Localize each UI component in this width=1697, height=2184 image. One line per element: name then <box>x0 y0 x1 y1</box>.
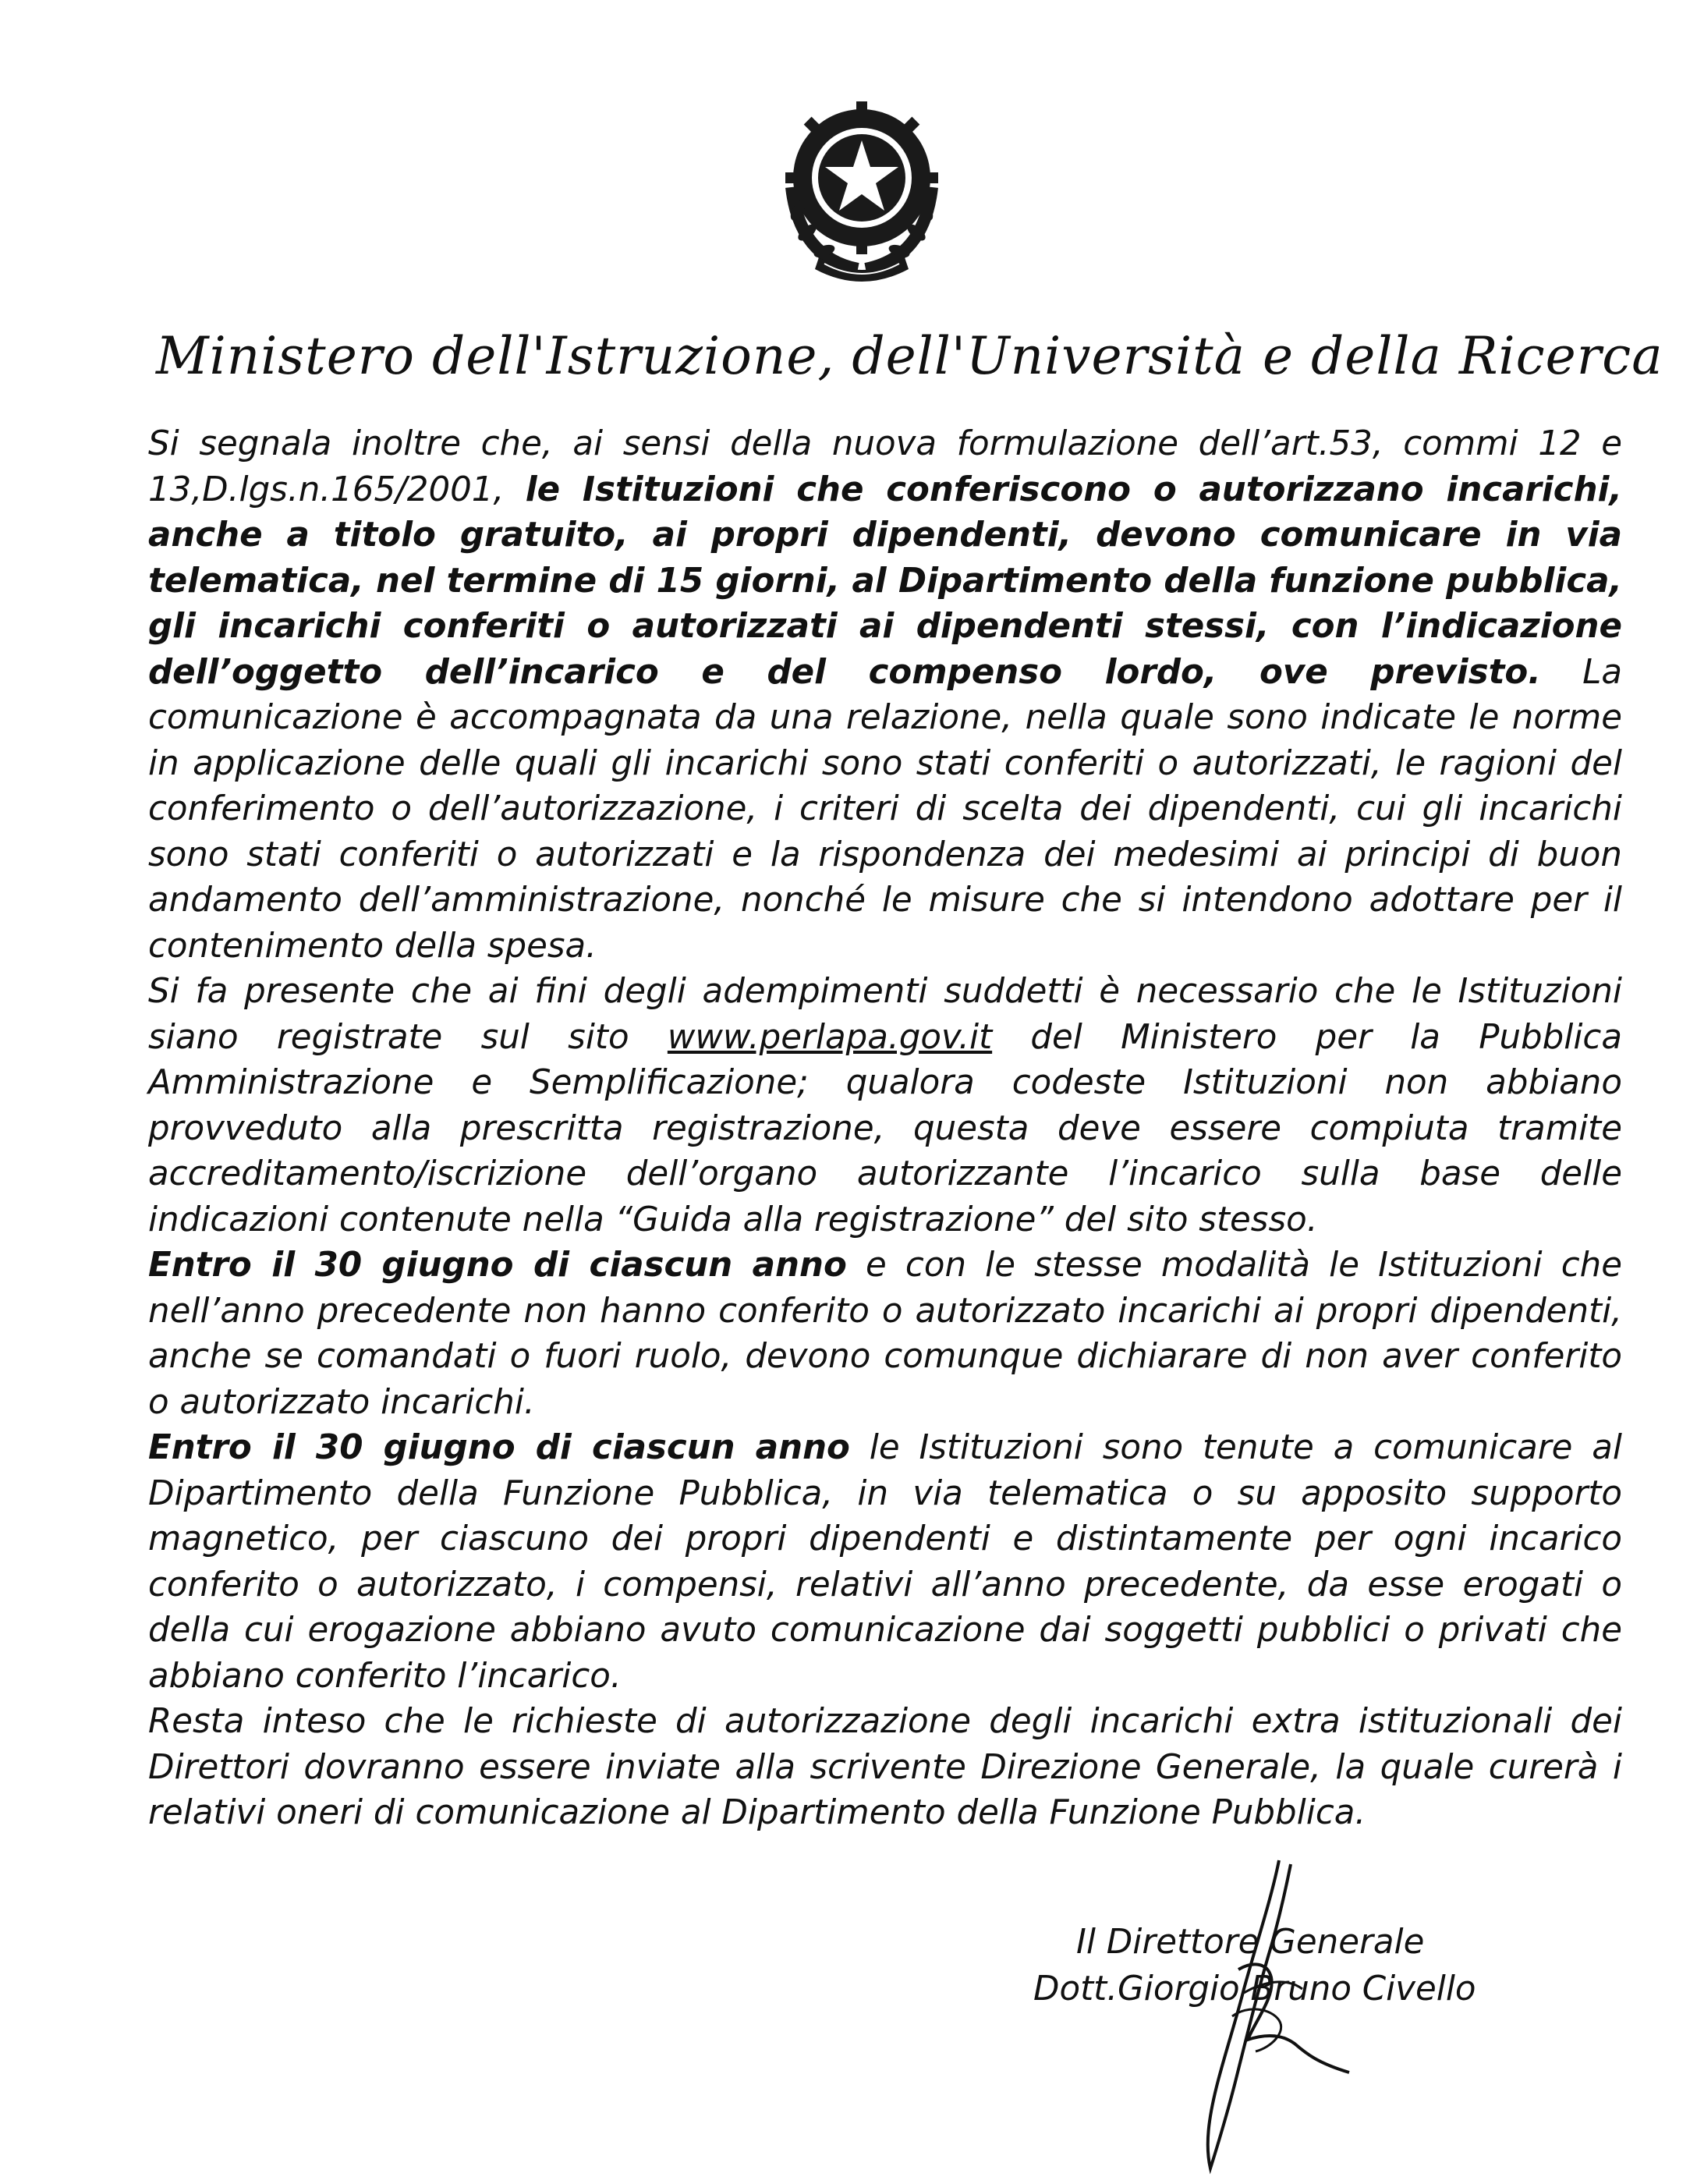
paragraph-registration <box>148 969 1622 1243</box>
paragraph-2-intro: Si fa presente che ai fini degli adempimenti suddetti è necessario che le Istituzioni siano registrate sul sito <box>148 972 1622 1057</box>
paragraph-deadline-declaration <box>148 1243 1622 1425</box>
paragraph-1-rest: La comunicazione è accompagnata da una relazione, nella quale sono indicate le norme in applicazione delle quali gli incarichi sono stati conferiti o autorizzati, le ragioni del conferimento o dell’autorizzazione, i criteri di scelta dei dipendenti, cui gli incarichi sono stati conferiti o autorizzati e la rispondenza dei medesimi ai principi di buon andamento dell’amministrazione, nonché le misure che si intendono adottare per il contenimento della spesa. <box>148 652 1622 966</box>
paragraph-1-bold: le Istituzioni che conferiscono o autorizzano incarichi, anche a titolo gratuito, ai propri dipendenti, devono comunicare in via telematica, nel termine di 15 giorni, al Dipartimento della funzione pubblica, gli incarichi conferiti o autorizzati ai dipendenti stessi, con l’indicazione dell’oggetto dell’incarico e del compenso lordo, ove previsto. <box>148 470 1622 692</box>
paragraph-2-rest: del Ministero per la Pubblica Amministrazione e Semplificazione; qualora codeste Istituzioni non abbiano provveduto alla prescritta registrazione, questa deve essere compiuta tramite accreditamento/iscrizione dell’organo autorizzante l’incarico sulla base delle indicazioni contenute nella “Guida alla registrazione” del sito stesso. <box>148 1017 1623 1239</box>
paragraph-3-rest: e con le stesse modalità le Istituzioni che nell’anno precedente non hanno conferito o autorizzato incarichi ai propri dipendenti, anche se comandati o fuori ruolo, devono comunque dichiarare di non aver conferito o autorizzato incarichi. <box>148 1246 1623 1422</box>
ministry-heading: Ministero dell'Istruzione, dell'Università e della Ricerca <box>156 326 1663 386</box>
signatory-title: Il Direttore Generale <box>1076 1923 1425 1962</box>
letter-body <box>148 421 1622 1836</box>
handwritten-signature-icon <box>1162 1852 1365 2180</box>
perlapa-link[interactable]: www.perlapa.gov.it <box>667 1017 993 1057</box>
paragraph-1-intro: Si segnala inoltre che, ai sensi della nuova formulazione dell’art.53, commi 12 e 13,D.lgs.n.165/2001, <box>148 424 1622 509</box>
paragraph-3-deadline: Entro il 30 giugno di ciascun anno <box>148 1246 847 1285</box>
paragraph-communication <box>148 421 1622 969</box>
paragraph-4-deadline: Entro il 30 giugno di ciascun anno <box>148 1428 850 1467</box>
paragraph-directors-requests: Resta inteso che le richieste di autorizzazione degli incarichi extra istituzionali dei Direttori dovranno essere inviate alla scrivente Direzione Generale, la quale curerà i relativi oneri di comunicazione al Dipartimento della Funzione Pubblica. <box>148 1702 1622 1832</box>
paragraph-deadline-compensation <box>148 1425 1622 1699</box>
signatory-name: Dott.Giorgio Bruno Civello <box>1033 1970 1476 2008</box>
italian-republic-emblem-icon <box>776 101 948 285</box>
paragraph-4-rest: le Istituzioni sono tenute a comunicare al Dipartimento della Funzione Pubblica, in via telematica o su apposito supporto magnetico, per ciascuno dei propri dipendenti e distintamente per ogni incarico conferito o autorizzato, i compensi, relativi all’anno precedente, da esse erogati o della cui erogazione abbiano avuto comunicazione dai soggetti pubblici o privati che abbiano conferito l’incarico. <box>148 1428 1623 1696</box>
